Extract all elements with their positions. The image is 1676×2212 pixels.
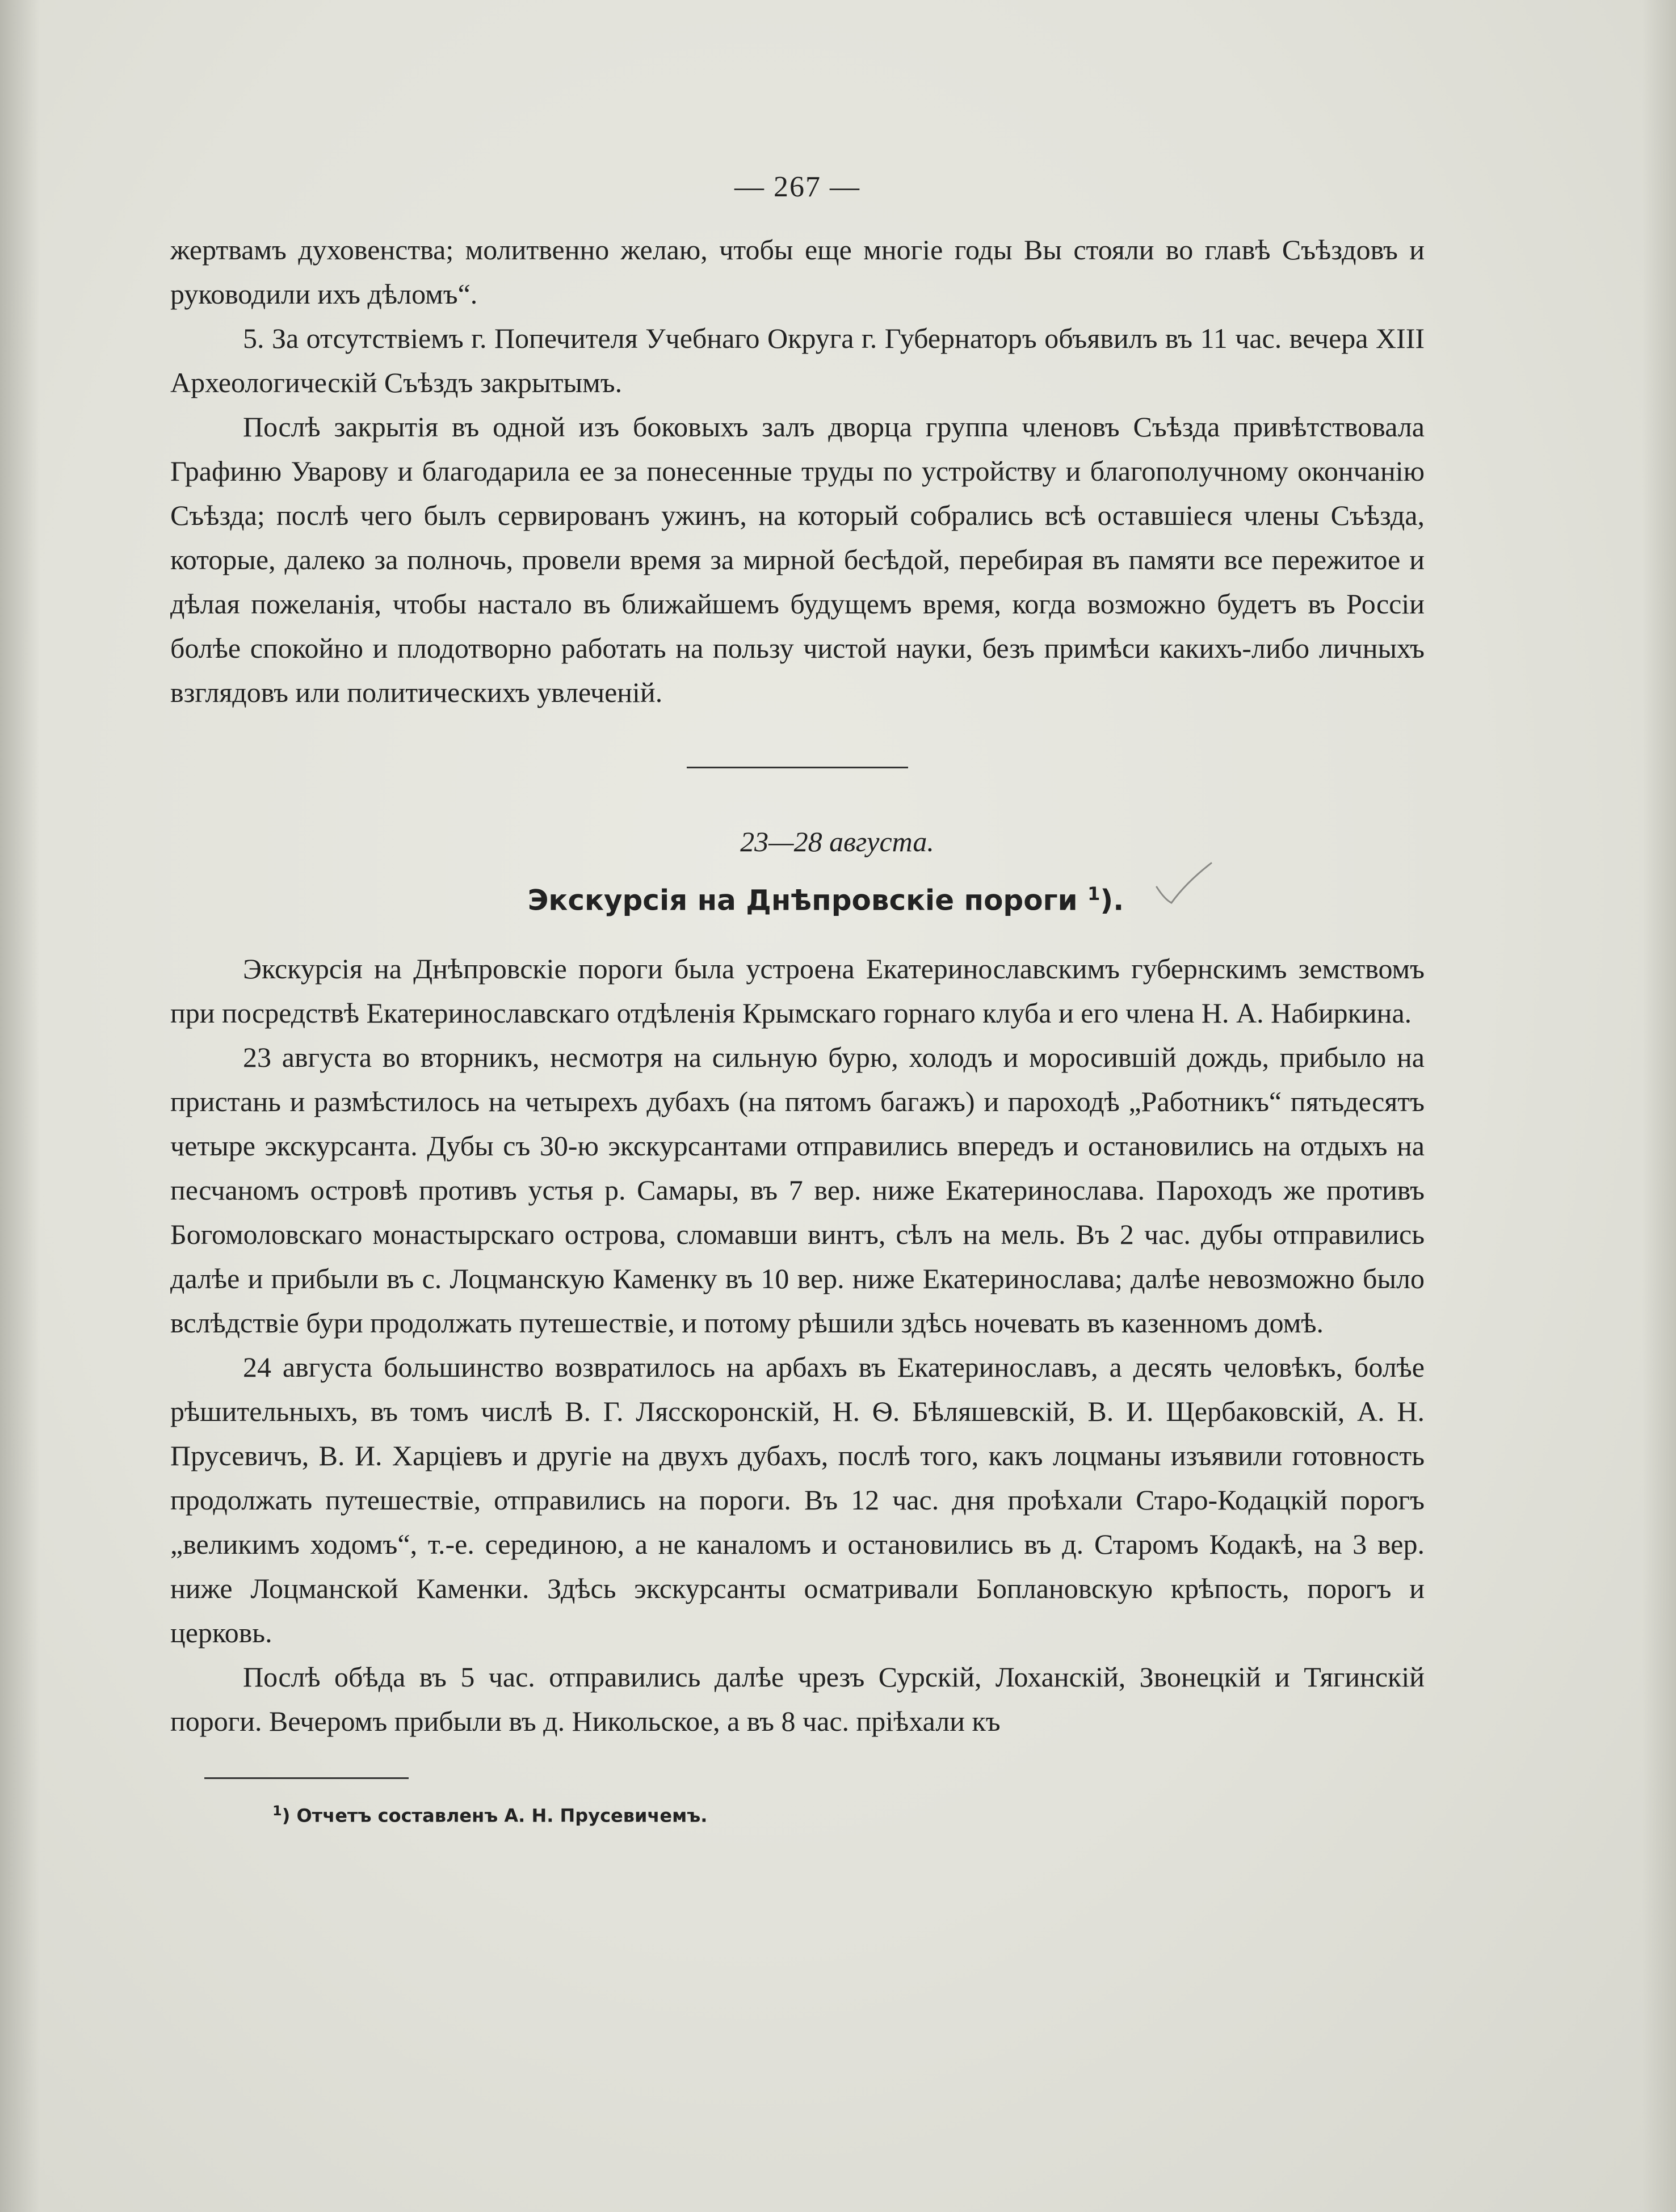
heading-close: ). (1100, 884, 1124, 917)
paragraph-after-lunch: Послѣ обѣда въ 5 час. отправились далѣе чрезъ Сурскій, Лоханскій, Звонецкій и Тягинскій пороги. Вечеромъ прибыли въ д. Никольское, а въ 8 час. пріѣхали къ (170, 1660, 1425, 1737)
page-number: — 267 — (734, 171, 860, 203)
paragraph-after-closing: Послѣ закрытія въ одной изъ боковыхъ залъ дворца группа членовъ Съѣзда привѣтствовала Графиню Уварову и благодарила ее за понесенные труды по устройству и благополучному окончанію Съѣзда; послѣ чего былъ сервированъ ужинъ, на который собрались всѣ оставшіеся члены Съѣзда, которые, далеко за полночь, провели время за мирной бесѣдой, перебирая въ памяти все пережитое и дѣлая пожеланія, чтобы настало въ ближайшемъ будущемъ время, когда возможно будетъ въ Россіи болѣе спокойно и плодотворно работать на пользу чистой науки, безъ примѣси какихъ-либо личныхъ взглядовъ или политическихъ увлеченій. (170, 411, 1425, 708)
footnote-marker: 1 (272, 1802, 282, 1819)
section-date: 23—28 августа. (740, 826, 934, 857)
section-heading-text: Экскурсія на Днѣпровскіе пороги (527, 884, 1078, 917)
footnote-divider (204, 1777, 409, 1779)
footnote (272, 1803, 1425, 1827)
paragraph-august-23: 23 августа во вторникъ, несмотря на сильную бурю, холодъ и моросившій дождь, прибыло на пристань и размѣстилось на четырехъ дубахъ (на пятомъ багажъ) и пароходѣ „Работникъ“ пятьдесятъ четыре экскурсанта. Дубы съ 30-ю экскурсантами отправились впередъ и остановились на отдыхъ на песчаномъ островѣ противъ устья р. Самары, въ 7 вер. ниже Екатеринослава. Пароходъ же противъ Богомоловскаго монастырскаго острова, сломавши винтъ, сѣлъ на мель. Въ 2 час. дубы отправились далѣе и прибыли въ с. Лоцманскую Каменку въ 10 вер. ниже Екатеринослава; далѣе невозможно было вслѣдствіе бури продолжать путешествіе, и потому рѣшили здѣсь ночевать въ казенномъ домѣ. (170, 1041, 1425, 1339)
paragraph-closing-announcement: 5. За отсутствіемъ г. Попечителя Учебнаго Округа г. Губернаторъ объявилъ въ 11 час. вечера XIII Археологическій Съѣздъ закрытымъ. (170, 322, 1425, 398)
heading-footnote-marker: 1 (1087, 883, 1100, 905)
page-edge-shadow-left (0, 0, 40, 2212)
paragraph-august-24: 24 августа большинство возвратилось на арбахъ въ Екатеринославъ, а десять человѣкъ, болѣе рѣшительныхъ, въ томъ числѣ В. Г. Лясскоронскій, Н. Ѳ. Бѣляшевскій, В. И. Щербаковскій, А. Н. Прусевичъ, В. И. Харціевъ и другіе на двухъ дубахъ, послѣ того, какъ лоцманы изъявили готовность продолжать путешествіе, отправились на пороги. Въ 12 час. дня проѣхали Старо-Кодацкій порогъ „великимъ ходомъ“, т.-е. серединою, а не каналомъ и остановились въ д. Старомъ Кодакѣ, на 3 вер. ниже Лоцманской Каменки. Здѣсь экскурсанты осматривали Боплановскую крѣпость, порогъ и церковь. (170, 1351, 1425, 1649)
footnote-text: ) Отчетъ составленъ А. Н. Прусевичемъ. (282, 1805, 708, 1827)
section-divider (687, 767, 908, 768)
section-heading (170, 883, 1425, 917)
page-edge-shadow-right (1642, 0, 1676, 2212)
paragraph-continuation: жертвамъ духовенства; молитвенно желаю, чтобы еще многіе годы Вы стояли во главѣ Съѣздовъ и руководили ихъ дѣломъ“. (170, 234, 1425, 310)
paragraph-excursion-intro: Экскурсія на Днѣпровскіе пороги была устроена Екатеринославскимъ губернскимъ земствомъ при посредствѣ Екатеринославскаго отдѣленія Крымскаго горнаго клуба и его члена Н. А. Набиркина. (170, 952, 1425, 1029)
page-content (170, 170, 1425, 1826)
